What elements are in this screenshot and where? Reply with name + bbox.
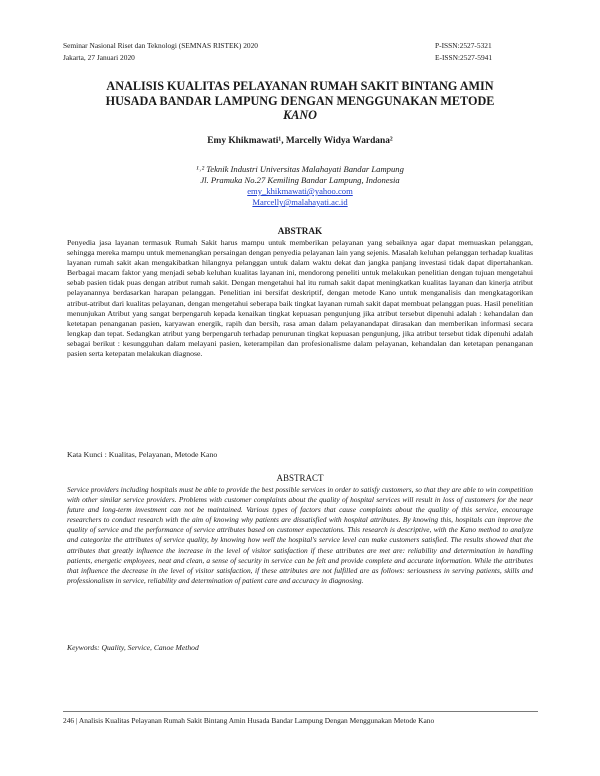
conference-name: Seminar Nasional Riset dan Teknologi (SEMNAS RISTEK) 2020 (63, 41, 258, 50)
e-issn: E-ISSN:2527-5941 (435, 53, 493, 62)
abstrak-heading: ABSTRAK (277, 226, 323, 236)
abstract-body: Service providers including hospitals must be able to provide the best possible services in order to satisfy customers, so that they are able to win competition with other similar service providers. Problems with customer complaints about the quality of hospital services will result in loss of customers for the near future and long-term investment can not be maintained. Various types of factors that cause complaints about the quality of this service, encourage researchers to conduct research with the aim of knowing why patients are dissatisfied with hospital attributes. By knowing this, hospitals can improve the quality of service and the performance of service attributes based on customer expectations. This research is descriptive, with the Kano method to analyze and categorize the attributes of service quality, by knowing how well the hospital's service level can make customers satisfied. The results showed that the attributes that greatly influence the increase in the level of visitor satisfaction if these attributes are met are: reliability and determination in handling patients, energetic employees, neat and clean, a sense of security in service can be felt and provide complete and accurate information. While the attributes that influence the decrease in the level of visitor satisfaction, if these attributes are not fulfilled are as follows: seriousness in serving patients, skills and professionalism in service, reliability and determination of patient care and accuracy in diagnosing. (67, 485, 533, 585)
author-list: Emy Khikmawati¹, Marcelly Widya Wardana² (207, 136, 393, 146)
running-header-left (63, 40, 258, 64)
email-link-2[interactable]: Marcelly@malahayati.ac.id (252, 197, 348, 207)
running-header-right (435, 40, 492, 64)
page-footer: 246 | Analisis Kualitas Pelayanan Rumah Sakit Bintang Amin Husada Bandar Lampung Dengan Menggunakan Metode Kano (63, 716, 435, 725)
abstrak-body: Penyedia jasa layanan termasuk Rumah Sakit harus mampu untuk memberikan pelayanan yang sebaiknya agar dapat memuaskan pelanggan, sehingga mereka mampu untuk memenangkan persaingan dengan penyedia pelayanan lain yang sejenis. Masalah keluhan pelanggan terhadap kualitas layanan rumah sakit akan mengakibatkan hilangnya pelanggan untuk dalam waktu dekat dan jangka panjang investasi tidak dapat dipertahankan. Berbagai macam faktor yang menjadi sebab keluhan kualitas layanan ini, mendorong peneliti untuk melakukan penelitian dengan tujuan mengetahui sebab pasien tidak puas dengan atribut rumah sakit. Dengan mengetahui hal itu rumah sakit dapat meningkatkan kualitas layanan dan kinerja atribut pelayanannya berdasarkan harapan pelanggan. Penelitian ini bersifat deskriptif, dengan metode Kano untuk menganalisis dan mengkatagorikan atribut-atribut dari kualitas pelayanan, dengan mengetahui seberapa baik tingkat layanan rumah sakit dapat membuat pelanggan puas. Hasil penelitian menunjukan Atribut yang sangat berpengaruh kepada kenaikan tingkat kepuasan pengunjung jika atribut tersebut dipenuhi adalah : kehandalan dan ketetapan penanganan pasien, karyawan energik, rapih dan bersih, rasa aman dalam pelayanandapat dirasakan dan memberikan informasi secara lengkap dan tepat. Sedangkan atribut yang berpengaruh terhadap penurunan tingkat kepuasan pengunjung, jika atribut tersebut tidak dipenuhi adalah sebagai berikut : kesungguhan dalam melayani pasien, keterampilan dan profesionalisme dalam pelayanan, kehandalan dan ketetapan penanganan pasien serta ketepatan melakukan diagnose. (67, 238, 533, 359)
affiliation-institution: ¹˒² Teknik Industri Universitas Malahayati Bandar Lampung (196, 164, 404, 174)
paper-title (60, 79, 540, 123)
title-line-1: ANALISIS KUALITAS PELAYANAN RUMAH SAKIT BINTANG AMIN (106, 79, 494, 93)
conference-date: Jakarta, 27 Januari 2020 (63, 53, 135, 62)
keywords: Keywords: Quality, Service, Canoe Method (67, 643, 199, 652)
affiliation-block (60, 164, 540, 208)
email-link-1[interactable]: emy_khikmawati@yahoo.com (247, 186, 353, 196)
kata-kunci: Kata Kunci : Kualitas, Pelayanan, Metode Kano (67, 450, 218, 459)
title-line-2: HUSADA BANDAR LAMPUNG DENGAN MENGGUNAKAN METODE (105, 93, 495, 108)
abstract-heading: ABSTRACT (276, 473, 324, 483)
footer-divider (63, 711, 538, 712)
affiliation-address: Jl. Pramuka No.27 Kemiling Bandar Lampung, Indonesia (200, 175, 400, 185)
p-issn: P-ISSN:2527-5321 (435, 41, 492, 50)
title-line-3: KANO (283, 108, 317, 123)
